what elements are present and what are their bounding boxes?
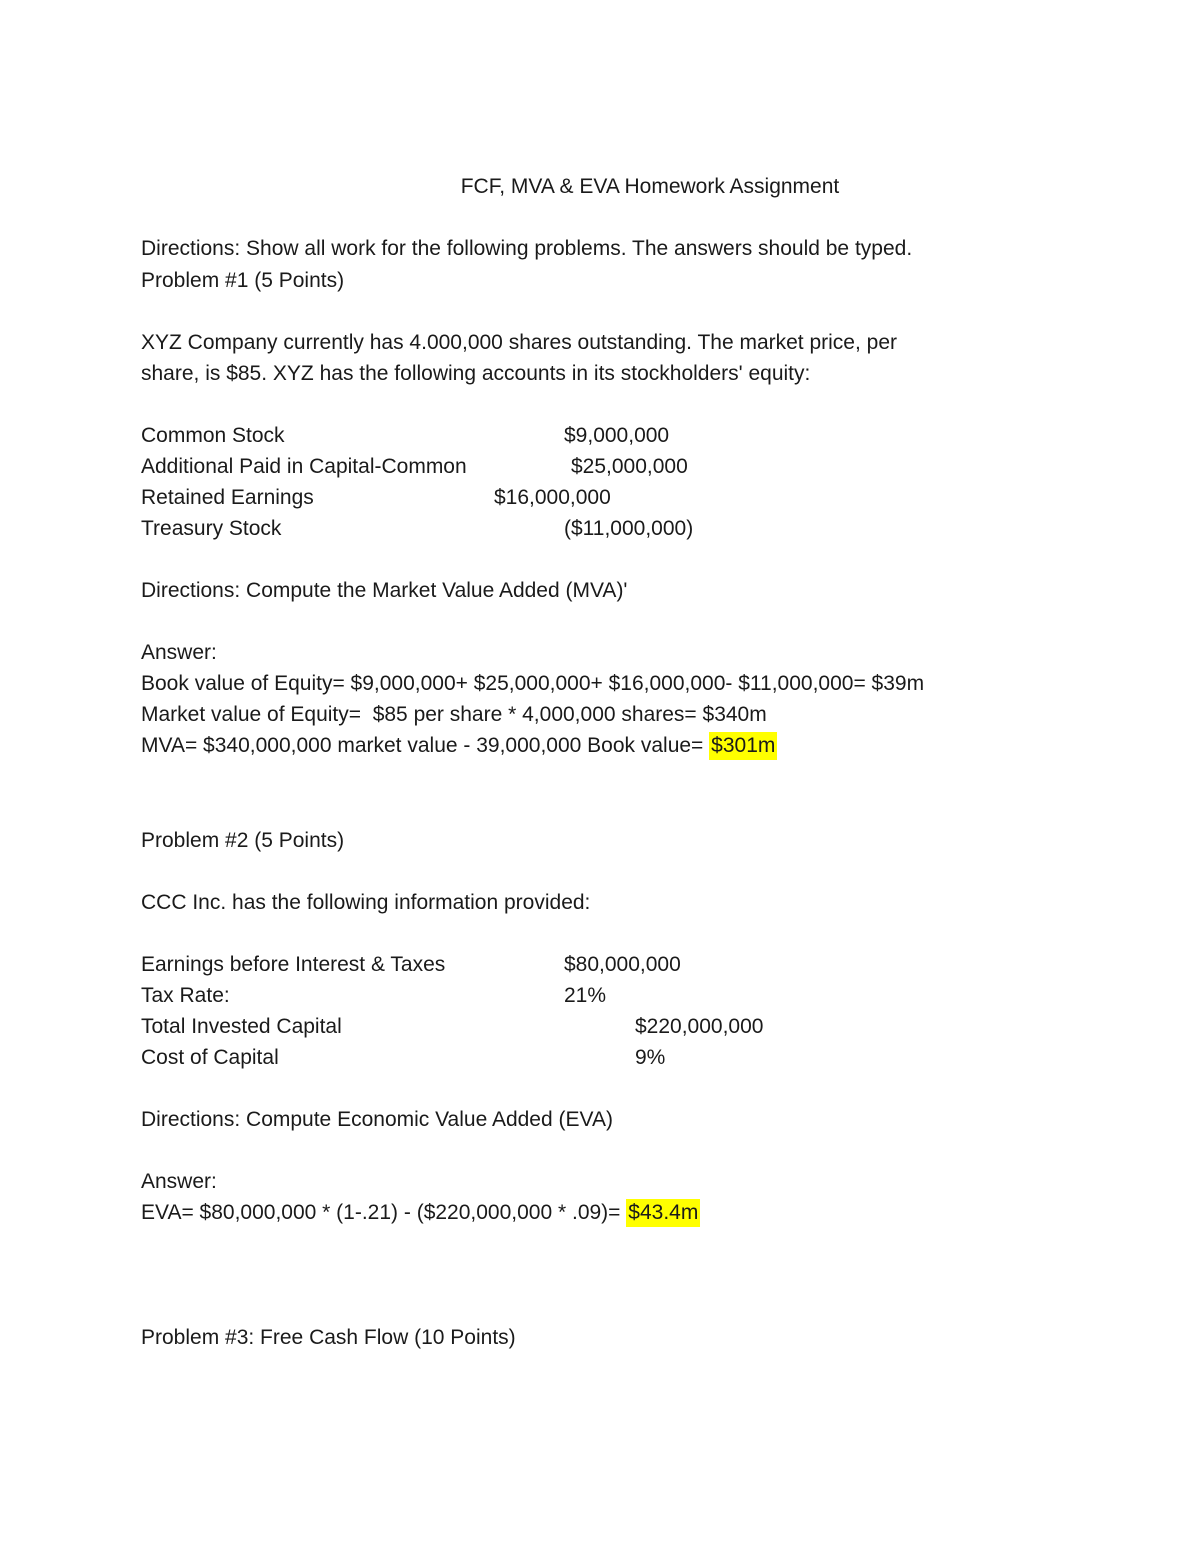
account-value: $9,000,000 bbox=[564, 424, 670, 447]
mva-formula: MVA= $340,000,000 market value - 39,000,000 Book value= bbox=[141, 734, 710, 757]
item-value: $220,000,000 bbox=[635, 1015, 764, 1038]
problem2-intro: CCC Inc. has the following information provided: bbox=[141, 891, 591, 914]
item-label: Earnings before Interest & Taxes bbox=[141, 953, 446, 976]
item-value: 21% bbox=[564, 984, 607, 1007]
account-label: Retained Earnings bbox=[141, 486, 314, 509]
problem2-answer-label: Answer: bbox=[141, 1170, 217, 1193]
mva-result-highlight: $301m bbox=[709, 732, 777, 760]
account-value: $16,000,000 bbox=[494, 486, 611, 509]
document-title: FCF, MVA & EVA Homework Assignment bbox=[460, 175, 840, 198]
problem1-task: Directions: Compute the Market Value Added (MVA)' bbox=[141, 579, 628, 602]
account-label: Treasury Stock bbox=[141, 517, 282, 540]
account-label: Additional Paid in Capital-Common bbox=[141, 455, 467, 478]
account-label: Common Stock bbox=[141, 424, 285, 447]
eva-formula: EVA= $80,000,000 * (1-.21) - ($220,000,000 * .09)= bbox=[141, 1201, 627, 1224]
item-value: $80,000,000 bbox=[564, 953, 681, 976]
problem1-heading: Problem #1 (5 Points) bbox=[141, 269, 345, 292]
problem1-intro-line2: share, is $85. XYZ has the following accounts in its stockholders' equity: bbox=[141, 362, 811, 385]
item-label: Tax Rate: bbox=[141, 984, 230, 1007]
general-directions: Directions: Show all work for the following problems. The answers should be typed. bbox=[141, 237, 913, 260]
problem1-answer-line2: Market value of Equity= $85 per share * 4,000,000 shares= $340m bbox=[141, 703, 767, 726]
problem3-heading: Problem #3: Free Cash Flow (10 Points) bbox=[141, 1326, 516, 1349]
item-value: 9% bbox=[635, 1046, 666, 1069]
problem1-answer-label: Answer: bbox=[141, 641, 217, 664]
problem1-answer-line1: Book value of Equity= $9,000,000+ $25,000,000+ $16,000,000- $11,000,000= $39m bbox=[141, 672, 925, 695]
problem2-answer-line1 bbox=[141, 1202, 700, 1223]
problem1-answer-line3 bbox=[141, 735, 777, 756]
item-label: Cost of Capital bbox=[141, 1046, 279, 1069]
problem2-task: Directions: Compute Economic Value Added (EVA) bbox=[141, 1108, 613, 1131]
account-value: $25,000,000 bbox=[571, 455, 688, 478]
account-value: ($11,000,000) bbox=[564, 517, 694, 540]
eva-result-highlight: $43.4m bbox=[626, 1199, 700, 1227]
problem1-intro-line1: XYZ Company currently has 4.000,000 shares outstanding. The market price, per bbox=[141, 331, 898, 354]
item-label: Total Invested Capital bbox=[141, 1015, 342, 1038]
problem2-heading: Problem #2 (5 Points) bbox=[141, 829, 345, 852]
